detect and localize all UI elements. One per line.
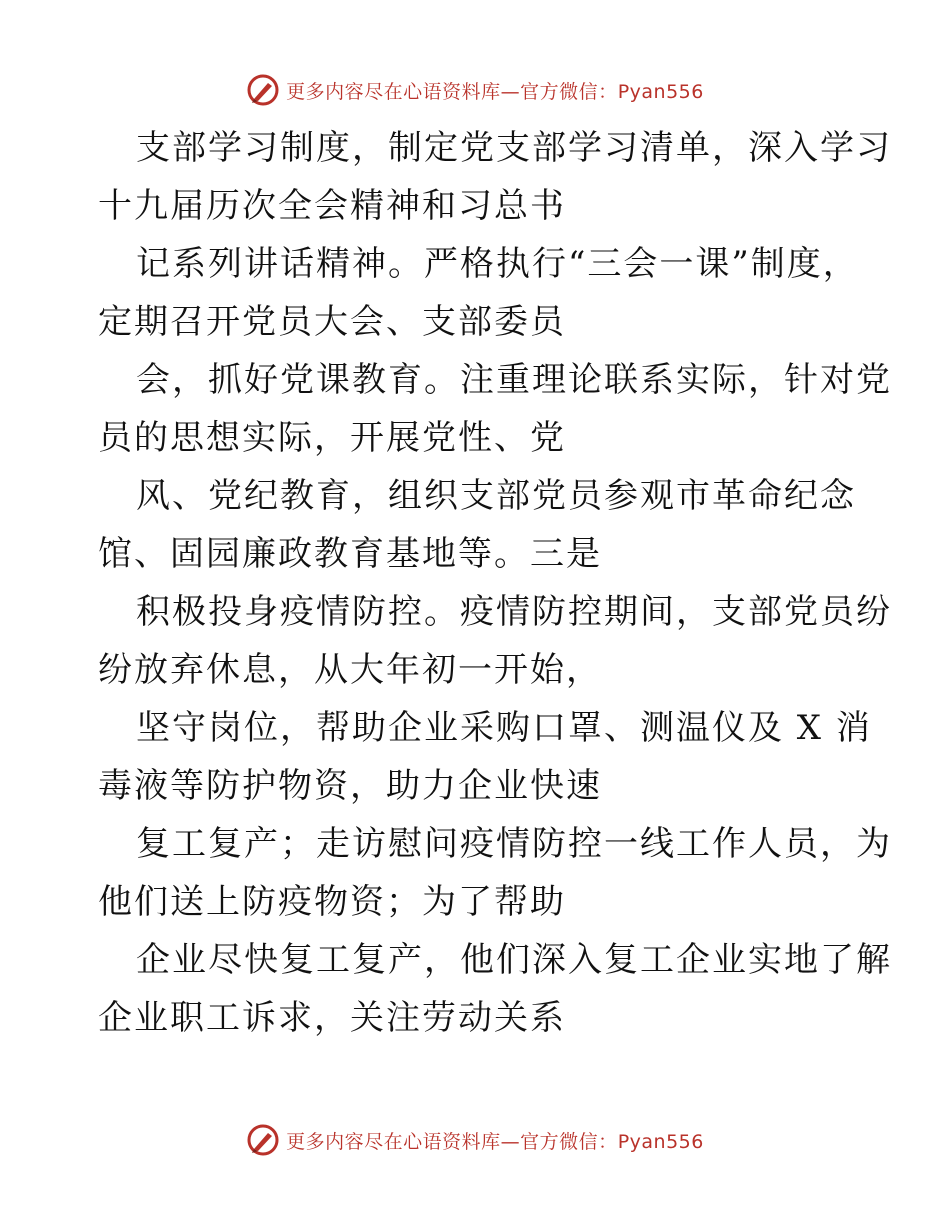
text-line: 坚守岗位，帮助企业采购口罩、测温仪及 X 消 <box>136 708 872 748</box>
text-line: 积极投身疫情防控。疫情防控期间，支部党员纷 <box>136 592 892 632</box>
text-line: 会，抓好党课教育。注重理论联系实际，针对党 <box>136 360 892 400</box>
text-line: 企业职工诉求，关注劳动关系 <box>98 998 566 1038</box>
pen-logo-icon <box>246 73 280 107</box>
footer-watermark-id: Pyan556 <box>617 1130 704 1153</box>
header-watermark-wechat: 官方微信： <box>520 80 618 103</box>
text-line: 毒液等防护物资，助力企业快速 <box>98 766 602 806</box>
text-line: 复工复产；走访慰问疫情防控一线工作人员，为 <box>136 824 892 864</box>
text-line: 十九届历次全会精神和习总书 <box>98 186 566 226</box>
text-line: 他们送上防疫物资；为了帮助 <box>98 882 566 922</box>
header-watermark-id: Pyan556 <box>617 80 704 103</box>
header-watermark-text <box>286 77 704 104</box>
text-line: 支部学习制度，制定党支部学习清单，深入学习 <box>136 128 892 168</box>
footer-watermark-wechat: 官方微信： <box>520 1130 618 1153</box>
text-line: 纷放弃休息，从大年初一开始， <box>98 650 602 690</box>
header-watermark-dash: — <box>500 80 521 103</box>
text-line: 定期召开党员大会、支部委员 <box>98 302 566 342</box>
pen-logo-icon <box>246 1123 280 1157</box>
footer-watermark <box>0 1120 950 1160</box>
footer-watermark-dash: — <box>500 1130 521 1153</box>
footer-watermark-text <box>286 1127 704 1154</box>
header-watermark <box>0 70 950 110</box>
footer-watermark-main: 更多内容尽在心语资料库 <box>286 1130 501 1153</box>
header-watermark-main: 更多内容尽在心语资料库 <box>286 80 501 103</box>
text-line: 员的思想实际，开展党性、党 <box>98 418 566 458</box>
text-line: 馆、固园廉政教育基地等。三是 <box>98 534 602 574</box>
text-line: 记系列讲话精神。严格执行“三会一课”制度， <box>136 244 859 284</box>
text-line: 企业尽快复工复产，他们深入复工企业实地了解 <box>136 940 892 980</box>
text-line: 风、党纪教育，组织支部党员参观市革命纪念 <box>136 476 856 516</box>
